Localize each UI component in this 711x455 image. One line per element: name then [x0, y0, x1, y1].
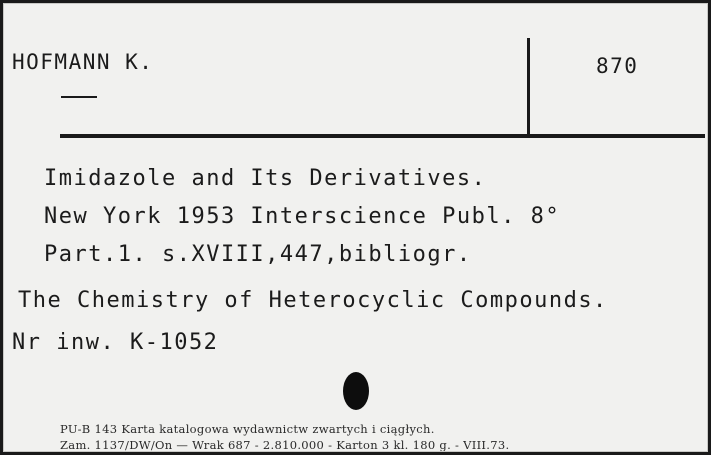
- call-number-divider: [527, 38, 530, 134]
- card-punch-hole: [343, 372, 369, 410]
- printer-imprint-line-2: Zam. 1137/DW/On — Wrak 687 - 2.810.000 - Karton 3 kl. 180 g. - VIII.73.: [60, 438, 510, 452]
- series-line: The Chemistry of Heterocyclic Compounds.: [18, 288, 608, 313]
- collation-line: Part.1. s.XVIII,447,bibliogr.: [44, 242, 472, 267]
- book-title: Imidazole and Its Derivatives.: [44, 166, 487, 191]
- imprint-line: New York 1953 Interscience Publ. 8°: [44, 204, 561, 229]
- catalog-card: [3, 3, 708, 452]
- call-number: 870: [596, 54, 639, 78]
- author-correction-mark: [61, 96, 97, 98]
- printer-imprint-line-1: PU-B 143 Karta katalogowa wydawnictw zwartych i ciągłych.: [60, 422, 435, 436]
- heading-rule: [60, 134, 705, 138]
- inventory-number: Nr inw. K-1052: [12, 330, 219, 355]
- author-heading: HOFMANN K.: [12, 50, 154, 74]
